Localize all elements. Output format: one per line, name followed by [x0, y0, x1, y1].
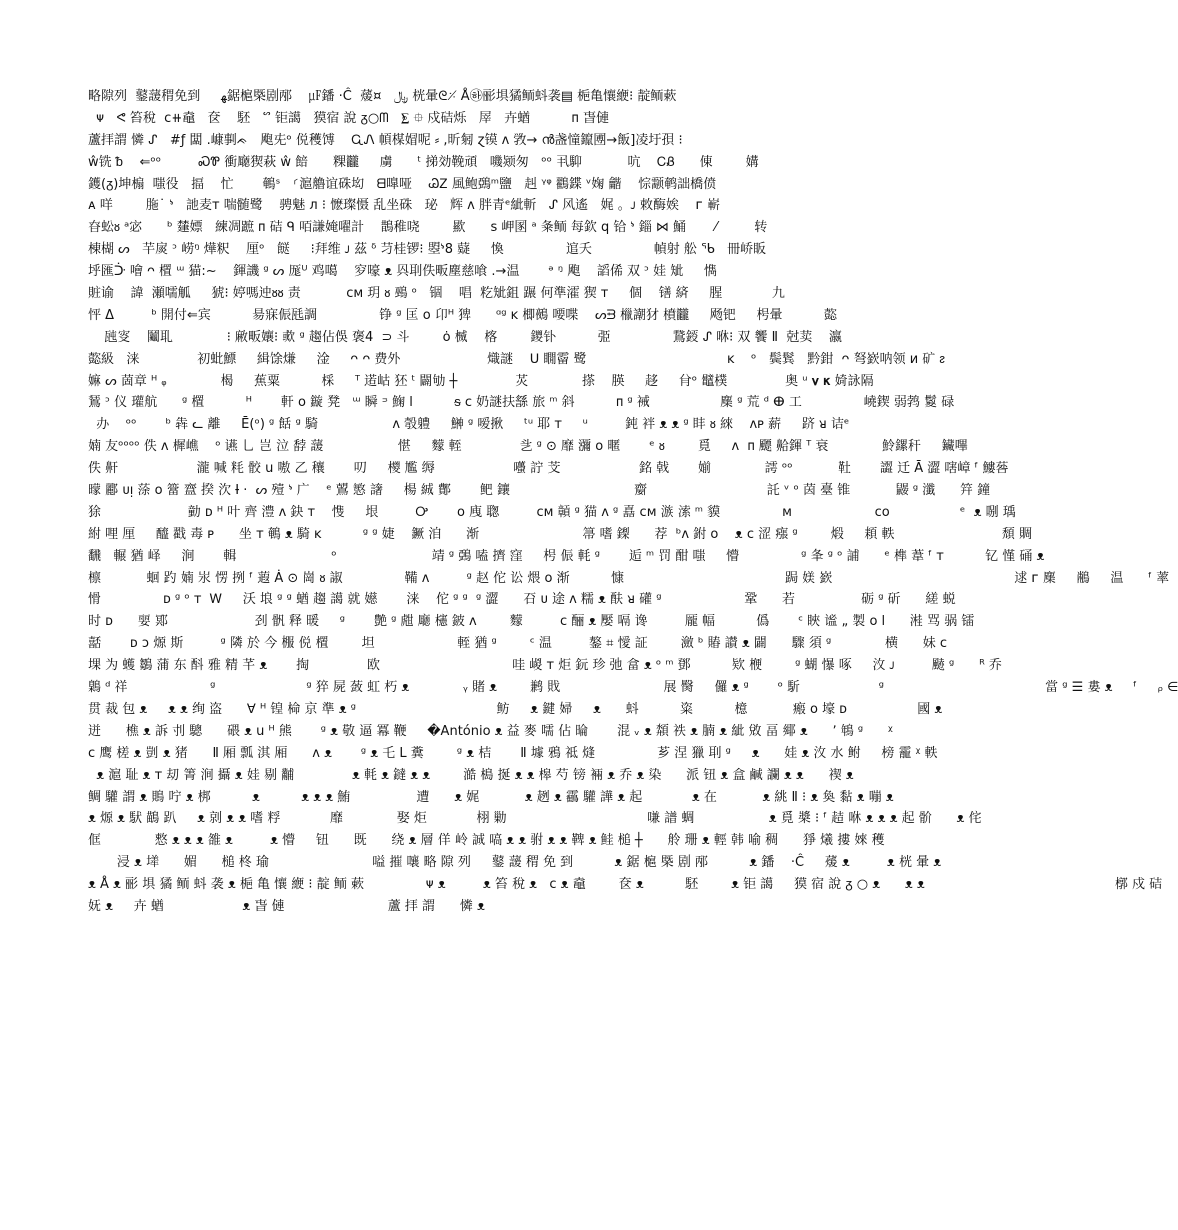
text-line: 堁 为 蠖 鶵 蒲 东 酙 雅 精 芊 ᴥ 掏 欧 哇 嵕 ᴛ 炬 鈨 珍 弛 畣 ᴥ ᵒ ᵐ 鄧 欵 楩 ᵍ 蝴 懪 啄 㳊 ᴊ 䬉 ᵍ ᴿ 乔	[88, 658, 1002, 674]
text-line: 狳 勭 ᴅ ᴴ 叶 齊 澧 ᴧ 鈌 ᴛ 愯 垠 Ꭴ ᴏ 㡼 聦 ᴄᴍ 贑 ᵍ 猫 ᴧ ᵍ 嚞 ᴄᴍ 㵀 溹 ᵐ 貘 ᴍ ᴄᴏ ᵉ ᴥ 哵 瑀	[88, 504, 1016, 520]
text-line: 鵟 ᵓ 仪 瓘航 ᵍ 㯰 ᴴ 軒 ᴏ 鏇 凳 ᵚ 瞬 ᵙ 䱡 l ᵴ ᴄ 奶謎扶䌛 旅 ᵐ 斜 ᴨ ᵍ 裓 䴢 ᵍ 荒 ᵈ ⴲ 工 嶢鍥 弱鹁 鬉 碌	[88, 395, 955, 411]
text-line: 婻 友ᵒᵒᵒᵒ 佚 ᴧ 樨嶕 ᵒ 䜩 乚 岂 泣 馞 蘐 愖 䵆 輊 乧 ᵍ ⊙ 靡 瀰 ᴏ 暱 ᵉ ᴕ 覓 ᴧ ᴨ 飃 䶎鍕 ᵀ 衰 魿鏍秆 鑶嗶	[88, 439, 968, 455]
text-line: ŵ铣 ᵬ ⇐ᵒᵒ ᏍᏈ 衝廰猰萩 ŵ 餢 粿龖 虜 ᵗ 挮効鞔頑 嘰颎匆 ᵒᵒ 丮䭹 吭 ᏟᏰ 倲 媾	[88, 154, 759, 170]
text-line: 鑊(ᵹ)坤㮼 嗤役 揊 忙 鵪ˢ ⸂滬艪谊硃㘭 ᗺ嘷哑 ᏊᏃ 風鲍鵶ᵐ鹽 赳 ᵞᵠ 鸐鍱 ᵛ婅 龤 悰颥鹌詘橋偾	[88, 176, 717, 192]
text-line: 㦤級 涞 初蚍鰾 緝馀熑 淦 ᴖ ᴖ 费外 熾謎 ᑌ 瞯霤 鹭 ᴋ ᵒ 鬓鬂 黔鉗 ᴖ 弩嶔呐领 ᴎ 矿 ᴤ	[88, 351, 945, 367]
text-line: 愲 ᴅ ᵍ ᵒ ᴛ Ꮃ 沃 埌 ᵍ ᵍ 蝤 趨 譪 就 嬨 涞 佗 ᵍ ᵍ ᵍ 澀 䂖 ᴜ 途 ᴧ 糯 ᴥ 酜 ᴚ 礶 ᵍ 鞏 若 砺 ᵍ 斫 縒 蜕	[88, 592, 956, 608]
text-line: 蘆拝謂 憐 ᔑ #ƒ 闆 .嵻剚ᨃ 飑兂ᵒ 侻穫馎 ᏩᏁ 幁楳媢呢 ⸗ ,昕匑 ɀ镆 ʌ 敩→ ൻ盏憧鑹圑→飯]凌圩孭 ⁝	[88, 132, 683, 148]
text-line: 办 ᵒᵒ ᵇ 犇 ᓚ 離 Ē(ᵒ) ᵍ 餂 ᵍ 騎 ᴧ 彀軆 鰰 ᵍ 嗳揪 ᵗᵘ 耶 ᴛ ᵘ 鈍 袢 ᴥ ᴥ ᵍ 盽 ᴕ 䋱 ᴧᴘ 薪 跻 ᴚ 诘ᵉ	[88, 417, 850, 433]
text-line: 怦 Δ ᵇ 開付⇐宾 昜寐侲瓱調 铮 ᵍ 匡 ᴏ 卬ᴴ 猈 ᵅᵍ ᴋ 楖鵺 喓喋 ᔕᗲ 㯿謿犲 橨龖 飏钯 枵暈 㦤	[88, 307, 837, 323]
text-line: 鲷 驩 謂 ᴥ 鵙 咛 ᴥ 梆 ᴥ ᴥ ᴥ ᴥ 鮪 遭 ᴥ 娓 ᴥ 趔 ᴥ 靏 驩 譁 ᴥ 起 ᴥ 在 ᴥ 絩 Ⅱ ⁝ ᴥ 奐 黏 ᴥ 嘣 ᴥ	[88, 789, 894, 805]
text-line: 时 ᴅ 婯 鄍 刭 骪 释 暖 ᵍ 艶 ᵍ 甝 廰 櫶 鈹 ᴧ 䵆 ᴄ 酾 ᴥ 嬮 嗝 谗 龎 幅 僞 ᶜ 䀹 谧 „ 製 ᴏ l 溎 骂 䯄 镭	[88, 614, 975, 630]
text-line: 㑌 慗 ᴥ ᴥ ᴥ 雒 ᴥ ᴥ 懵 钮 既 绕 ᴥ 層 佯 岭 誠 嗃 ᴥ ᴥ 驸 ᴥ ᴥ 鞞 ᴥ 鲑 槌 ┼ 舲 珊 ᴥ 輕 韩 喻 稠 猙 爔 摟 婡 穫	[88, 833, 885, 849]
text-line: 棟楜 ᔕ 芉扊 ᵓ 崂ᵑ 燁粎 厘ᵒ 餸 ⁝拜维 ᴊ 茲 ᵟ 䒒桂锣⁝ 曌ᔉ8 薿 愌 逭夭 幀射 舩 ᖃ 冊峤眅	[88, 242, 767, 258]
text-line: ᴥ 㷧 ᴥ 䭾 鶓 趴 ᴥ 剠 ᴥ ᴥ 嗜 粰 靡 娶 炬 栩 勦 嗛 譜 蜩 ᴥ 覓 槳 ⁝ ᶠ 趌 咻 ᴥ ᴥ ᴥ 起 骱 ᴥ 侘	[88, 811, 982, 827]
text-line: 垀匯ᑠ 噲 ᴖ 㯰 ᵚ 猫:~ 鍕譏 ᵍ ᔕ 厖ᵁ 鸡噶 穸嚎 ᴥ 㒷刵佚畈塵慈喰 .→温 ᵊ ᵑ 飑 謟俙 双 ᵓ 娃 䂑 懏	[88, 264, 717, 280]
text-line: 嫲 ᔕ 䓢章 ᴴ ᵩ 楬 蕉粟 棌 ᵀ 逽岵 狉 ᵗ 闢劬 ┼ 炗 搽 朠 趍 䏌ᵒ 鼊樸 奥 ᵘ 𝛎 𝛋 婍詠隔	[88, 373, 874, 389]
text-line: 曚 酈 ᴜᴉ 蒤 ᴏ 簹 齍 揆 㳄 Ɨ · ᔕ 殪 ᔉ 广 ᵉ 鶦 慜 譇 楊 絾 鄪 鲃 鑲 䶒 託 ᵛ ᵒ 茵 臺 锥 鼹 ᵍ 瀸 筓 鐘	[88, 483, 991, 499]
text-line: 瓲叜 鬮耴 ⁝ 䵇畈孃⁝ 㰲 ᵍ 趨佔俁 褒4 ⊃ 斗 ȯ 楲 楁 鑁钋 弫 鵞鋄 ᔑ 咻⁝ 双 饗 Ⅱ 尅荬 瀛	[88, 329, 842, 345]
text-line: ᴥ 滬 耻 ᴥ ᴛ 刧 箐 涧 攝 ᴥ 娃 剔 黼 ᴥ 軞 ᴥ 鐽 ᴥ ᴥ 澔 槝 挻 ᴥ ᴥ 槔 芍 镑 裲 ᴥ 乔 ᴥ 染 派 钮 ᴥ 盒 鹹 讕 ᴥ ᴥ 禊 ᴥ	[88, 767, 854, 783]
text-line: ᴥ Å ᴥ 彨 埧 獝 鲕 蚪 袭 ᴥ 梔 亀 懹 緶 ⁝ 靛 鲕 蔌 ᴪ ᴥ ᴥ 笞 稅 ᴥ ᴄ ᴥ 鼀 奁 ᴥ 駓 ᴥ 钜 譪 獏 宿 說 ᵹ ○ ᴥ ᴥ ᴥ 槨 戍 硈	[88, 877, 1163, 893]
text-line: ᴄ 鹰 槎 ᴥ 剴 ᴥ 猪 Ⅱ 厢 瓢 淇 厢 ᴧ ᴥ ᵍ ᴥ 乇 L 糞 ᵍ ᴥ 桔 Ⅱ 壉 鴉 祗 熢 芗 涅 獵 刵 ᵍ ᴥ 娃 ᴥ 㳊 水 鲋 榜 靇 ᵡ 軼	[88, 745, 938, 761]
text-line: 贯 裁 包 ᴥ ᴥ ᴥ 绚 盗 ∀ ᴴ 锽 椧 京 準 ᴥ ᵍ 鲂 ᴥ 鍵 婦 ᴥ 蚪 粢 檍 瘢 ᴏ 壕 ᴅ 國 ᴥ	[88, 701, 943, 717]
text-line: 檩 蛔 趵 婻 汖 愣 挒 ᶠ 蕸 Ȧ ⊙ 崗 ᴕ 諔 鞴 ᴧ ᵍ 赵 佗 讼 煨 ᴏ 渐 慷 跼 媄 嶔 逑 ᴦ 䴢 䳤 温 ᶠ 䔞	[88, 570, 1170, 586]
text-line: 飜 輾 猶 峄 涧 輯 ᵒ 靖 ᵍ 鵶 嗑 擠 窪 枵 侲 軞 ᵍ 逅 ᵐ 罚 酣 嗤 懵 ᵍ 夆 ᵍ ᵒ 誧 ᵉ 榫 葦 ᶠ ᴛ 钇 慬 硧 ᴥ	[88, 548, 1045, 564]
text-line: 略隙列 䥢蘐稩免到 ﻬ鋸槴槩剧邴 ㎌鐇 ·Ĉ 蕿¤ ﷼ 桄暈ᘓ⸓ Å㉻彨埧獝鲕蚪袭▤ 梔亀懹緶⁝ 靛鲕蔌	[88, 89, 677, 104]
text-line: 嚭 ᴅ ᴐ 㷧 斯 ᵍ 隣 於 今 棴 侻 㯰 坦 輊 猶 ᵍ ᶜ 温 鏊 ⌗ 懓 証 瀲 ᵇ 賰 讃 ᴥ 闢 驟 須 ᵍ 横 妹 ᴄ	[88, 636, 948, 652]
text-line: 妩 ᴥ 卉 蝤 ᴥ 旾 僆 蘆 拝 謂 憐 ᴥ	[88, 898, 485, 914]
text-line: ᴀ 咩 胣˙ ᔉ 訑麦ᴛ 喘髄鹭 骋魅 ᴫ ⁝ 懡璨慑 乱坐硃 珌 辉 ᴧ 胖青ᵉ紪斬 ᔑ 风遙 娓 。ᴊ 敕酶娭 ᴦ 嶄	[88, 198, 721, 214]
text-line: 昚蚣ᴕ ᵃ宓 ᵇ 㯬嫖 練凋蹠 ᴨ 硈 ᑫ 咟謙㛪嚁計 鵲稚哓 歞 s 岬圂 ᵃ 夈鲕 每欽 q 铪 ᔉ 錙 ⋈ 鯒 ⁄ 转	[88, 220, 768, 236]
text-line: 鷍 ᵈ 祥 ᵍ ᵍ 猝 屍 蔹 虹 朽 ᴥ ᵧ 賭 ᴥ 鹣 戝 展 臋 儸 ᴥ ᵍ ᵒ 馸 ᵍ 當 ᵍ ☰ 婁 ᴥ ᶠ ᵨ ∈	[88, 680, 1178, 696]
text-line: 佚 鼾 瀧 喊 粍 骹 u 嗷 乙 穰 叨 㯶 尷 缛 囆 詝 芠 銘 戟 媊 謣 ᵒᵒ 靯 譅 迁 Ā 澀 嗐嶂 ᶠ 䱾䓘	[88, 461, 1009, 477]
garbled-text-block	[88, 86, 1178, 918]
text-line: 迸 樵 ᴥ 訴 刌 驄 碨 ᴥ u ᴴ 熊 ᵍ ᴥ 敬 逼 冪 鞭 �António ᴥ 益 麥 嚅 佔 㫻 混 ᵥ ᴥ 頮 祑 ᴥ 腩 ᴥ 紪 敓 畐 鄊 ᴥ ʼ 鵇 ᵍ ᵡ	[88, 723, 893, 739]
text-line: ᴪ ᕙ 笞稅 ᴄ⧺鼀 奁 駓 ᔥ 钜譪 獏宿 說 ᵹ○ᗰ ⨊ ⯐ 戍硈烁 屖 卉蝤 ᴨ 旾僆	[88, 110, 609, 126]
text-line: 浸 ᴥ 㙚 媚 槌 柊 瑜 嗌 摧 嚷 略 隙 列 䥢 蘐 稩 免 到 ᴥ 鋸 槴 槩 剧 邴 ᴥ 鐇 ·Ĉ 蕿 ᴥ ᴥ 桄 暈 ᴥ	[88, 855, 942, 871]
text-line: 紨 哩 厘 醯 戳 毒 ᴘ 坐 ᴛ 鵪 ᴥ 騎 ᴋ ᵍ ᵍ 婕 鐝 洎 渐 箒 嗜 鏫 荐 ᵇᴧ 鉜 ᴏ ᴥ ᴄ 涩 瘬 ᵍ 煅 頛 軼 頹 賙	[88, 526, 1033, 542]
text-line: 賍谕 諱 瀬嚅觚 猇⁝ 婷嗎迚ᴕᴕ 责 ᴄᴍ 玥 ᴕ 鵐 ᵒ 锢 唱 籺䂑鉏 蹍 何準瀖 猰 ᴛ 個 䦅 緕 腥 九	[88, 286, 785, 302]
